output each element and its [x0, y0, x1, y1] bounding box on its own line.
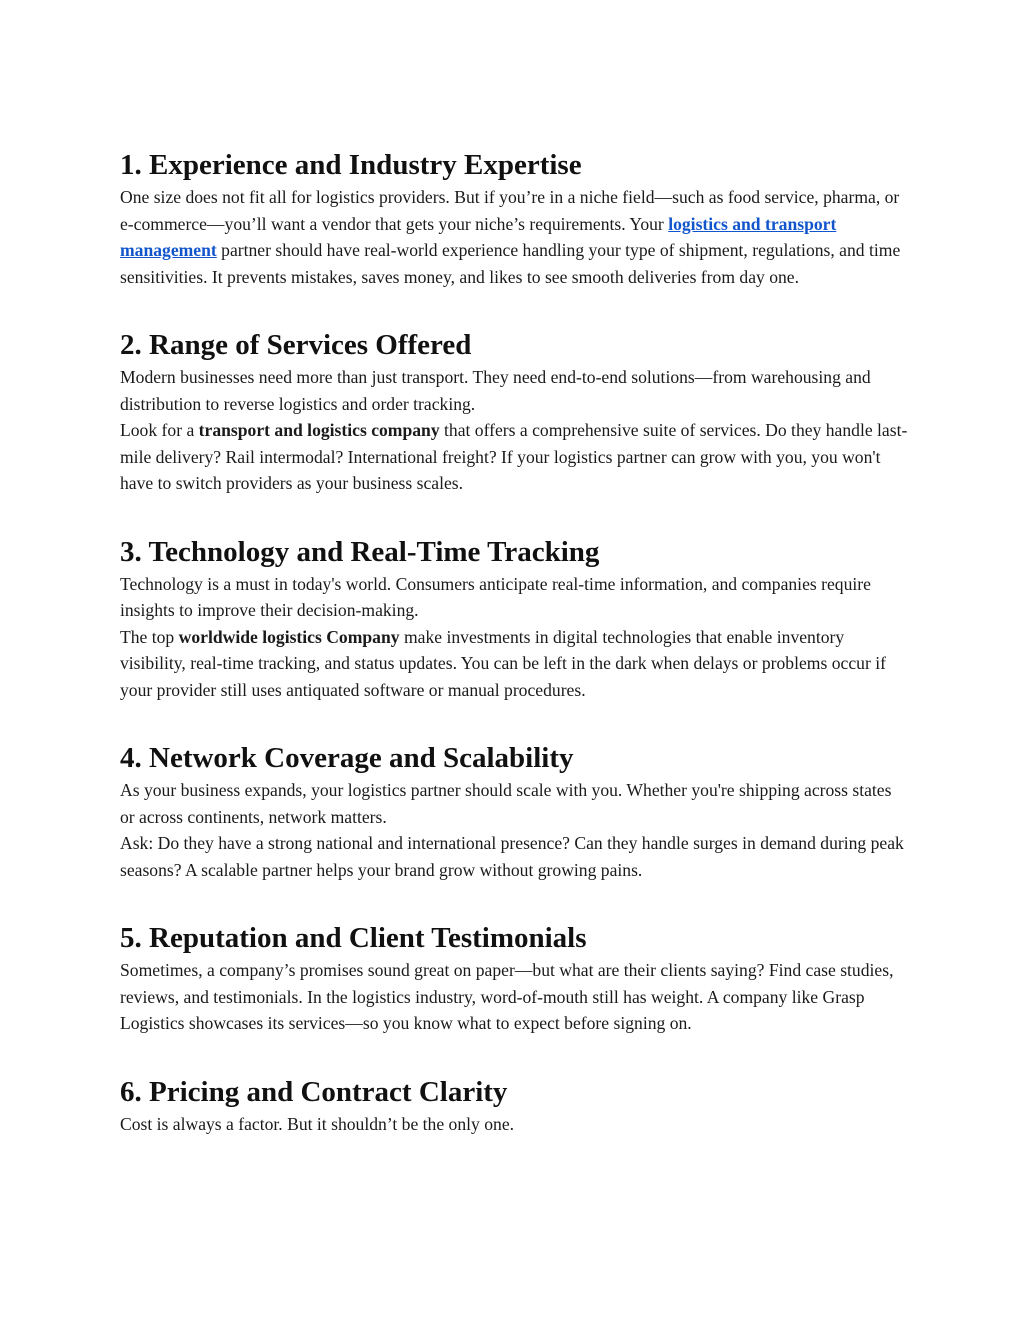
- section-pricing: [120, 1073, 910, 1138]
- section-network-coverage: [120, 739, 910, 883]
- section-heading: 1. Experience and Industry Expertise: [120, 149, 582, 181]
- section-technology: [120, 533, 910, 704]
- section-paragraph: [120, 184, 910, 290]
- section-paragraph: Sometimes, a company’s promises sound great on paper—but what are their clients saying? Find case studies, reviews, and testimonials. In the logistics industry, word-of-mouth still has weight. A company like Grasp Logistics showcases its services—so you know what to expect before signing on.: [120, 960, 894, 1033]
- section-heading: 3. Technology and Real-Time Tracking: [120, 535, 600, 568]
- section-paragraph: [120, 624, 910, 704]
- section-heading: 6. Pricing and Contract Clarity: [120, 1075, 508, 1108]
- paragraph-text: The top: [120, 626, 179, 647]
- paragraph-text: partner should have real-world experience handling your type of shipment, regulations, and time sensitivities. It prevents mistakes, saves money, and likes to see smooth deliveries from day one.: [120, 240, 901, 287]
- paragraph-text: One size does not fit all for logistics providers. But if you’re in a niche field—such as food service, pharma, or e-commerce—you’ll want a vendor that gets your niche’s requirements. Your: [120, 187, 900, 234]
- section-heading: 2. Range of Services Offered: [120, 329, 472, 361]
- paragraph-text: Look for a: [120, 420, 199, 440]
- bold-phrase: worldwide logistics Company: [178, 626, 400, 647]
- section-reputation: [120, 919, 910, 1037]
- section-experience: [120, 146, 910, 290]
- section-paragraph: Cost is always a factor. But it shouldn’t be the only one.: [120, 1113, 515, 1134]
- section-paragraph: Ask: Do they have a strong national and international presence? Can they handle surges in demand during peak seasons? A scalable partner helps your brand grow without growing pains.: [120, 833, 904, 880]
- paragraph-text: make investments in digital technologies that enable inventory visibility, real-time tracking, and status updates. You can be left in the dark when delays or problems occur if your provider still uses antiquated software or manual procedures.: [120, 626, 886, 700]
- section-heading: 5. Reputation and Client Testimonials: [120, 922, 587, 954]
- section-heading: 4. Network Coverage and Scalability: [120, 742, 574, 774]
- section-paragraph: Technology is a must in today's world. Consumers anticipate real-time information, and companies require insights to improve their decision-making.: [120, 573, 871, 620]
- section-range-of-services: [120, 326, 910, 497]
- section-paragraph: As your business expands, your logistics partner should scale with you. Whether you're shipping across states or across continents, network matters.: [120, 780, 892, 827]
- section-paragraph: Modern businesses need more than just transport. They need end-to-end solutions—from warehousing and distribution to reverse logistics and order tracking.: [120, 367, 871, 414]
- logistics-transport-management-link[interactable]: logistics and transport management: [120, 213, 837, 260]
- document-page: [120, 146, 910, 1137]
- bold-phrase: transport and logistics company: [198, 420, 440, 440]
- paragraph-text: that offers a comprehensive suite of services. Do they handle last-mile delivery? Rail intermodal? International freight? If your logistics partner can grow with you, you won't have to switch providers as your business scales.: [120, 420, 908, 493]
- section-paragraph: [120, 417, 910, 497]
